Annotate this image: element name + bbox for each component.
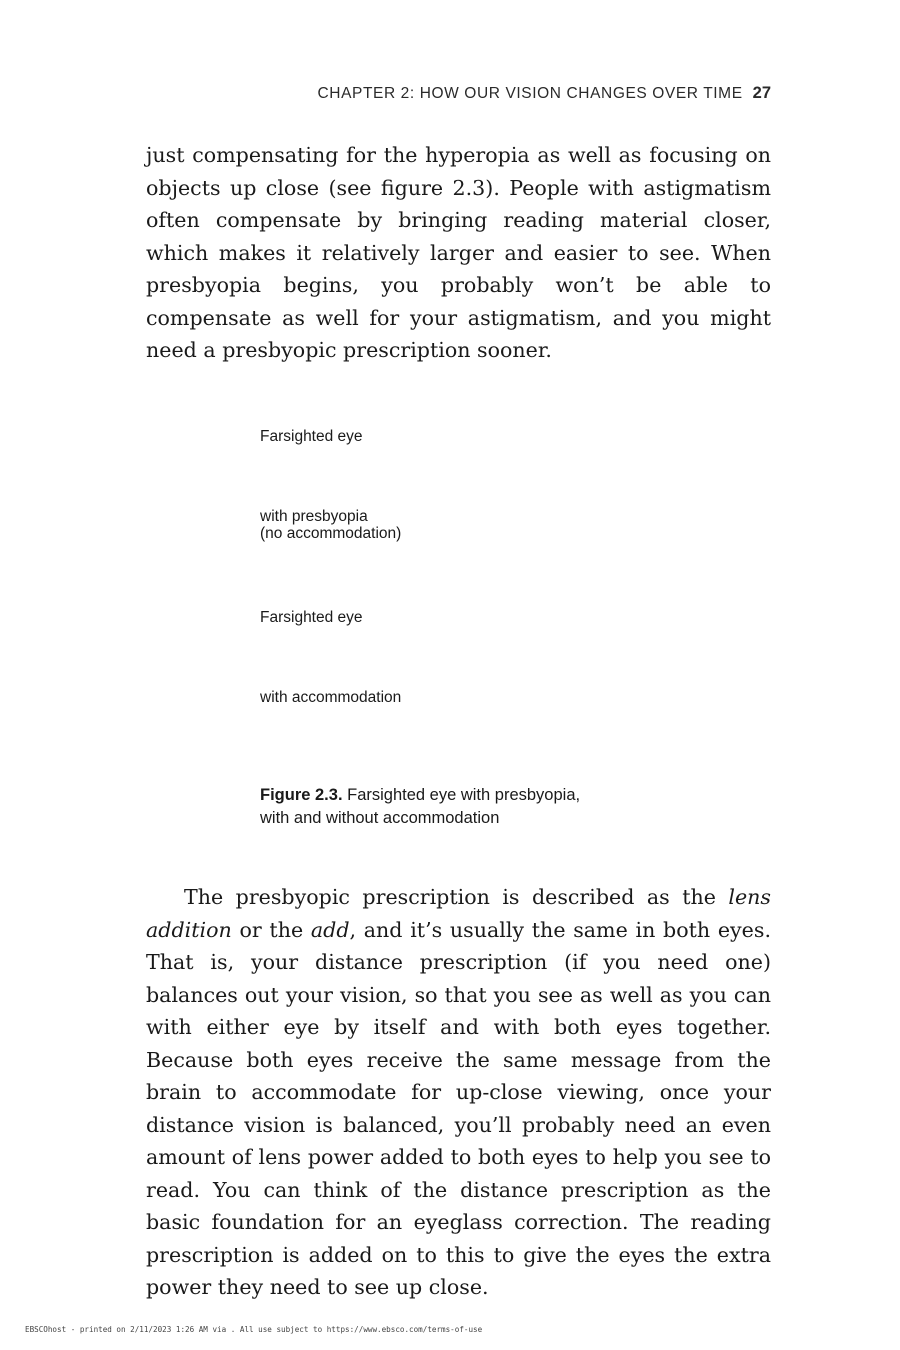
print-footer: EBSCOhost - printed on 2/11/2023 1:26 AM via . All use subject to https://www.ebsco.com/terms-of-use: [25, 1325, 483, 1334]
body-paragraph-2: [146, 881, 771, 1304]
page-number: 27: [752, 84, 771, 102]
caption-label: Figure 2.3.: [260, 786, 343, 804]
body-paragraph-1: [146, 139, 771, 367]
paragraph-text: or the: [231, 917, 311, 942]
running-head: [146, 84, 771, 103]
figure-label-with-presbyopia: with presbyopia: [260, 508, 368, 525]
caption-line-2: with and without accommodation: [260, 808, 500, 827]
figure-label-farsighted-eye-top: Farsighted eye: [260, 428, 363, 445]
term-add: add: [310, 917, 350, 942]
term-lens-addition: lens addition: [146, 885, 771, 942]
chapter-title: CHAPTER 2: HOW OUR VISION CHANGES OVER TIME: [317, 85, 743, 102]
paragraph-text: , and it’s usually the same in both eyes. That is, your distance prescription (if you need one) balances out your vision, so that you see as well as you can with either eye by itself and with both eyes together. Because both eyes receive the same message from the brain to accommodate for up-close viewing, once your distance vision is balanced, you’ll probably need an even amount of lens power added to both eyes to help you see to read. You can think of the distance prescription as the basic foundation for an eyeglass correction. The reading prescription is added on to this to give the eyes the extra power they need to see up close.: [146, 917, 771, 1299]
paragraph-text: just compensating for the hyperopia as well as focusing on objects up close (see figure 2.3). People with astigmatism often compensate by bringing reading material closer, which makes it relatively larger and easier to see. When presbyopia begins, you probably won’t be able to compensate as well for your astigmatism, and you might need a presbyopic prescription sooner.: [146, 143, 771, 362]
figure-label-with-accommodation: with accommodation: [260, 689, 402, 706]
paragraph-text: The presbyopic prescription is described as the: [184, 885, 729, 909]
figure-label-farsighted-eye-bottom: Farsighted eye: [260, 609, 363, 626]
figure-label-no-accommodation: (no accommodation): [260, 525, 402, 542]
figure-caption: [260, 784, 680, 829]
caption-line-1: Farsighted eye with presbyopia,: [347, 786, 581, 804]
